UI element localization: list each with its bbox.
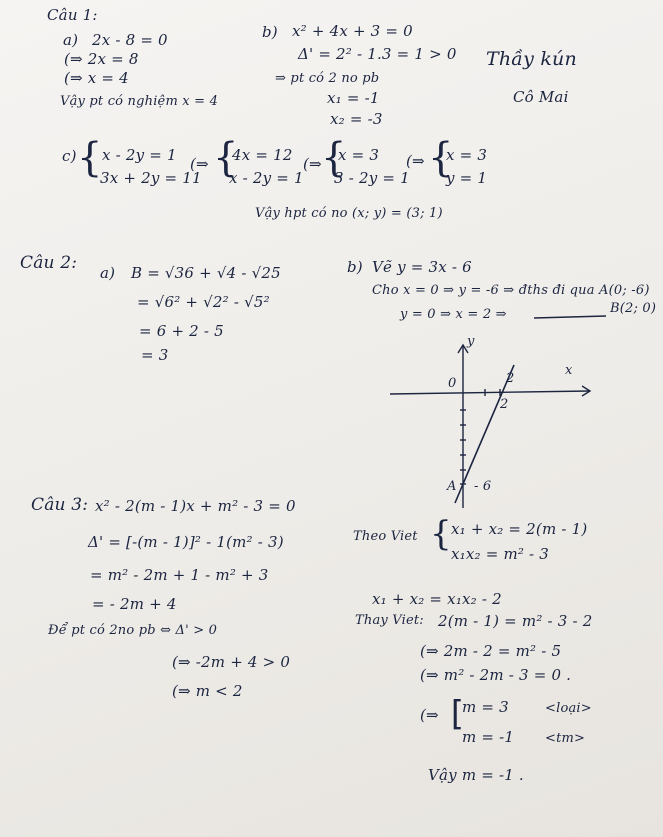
q2b-label: b) (347, 258, 363, 276)
q1b-line-3: ⇒ pt có 2 no pb (275, 71, 380, 86)
q3-root-accepted-note: <tm> (545, 731, 586, 746)
leader-line (534, 316, 606, 318)
q1a-line-3: (⇒ x = 4 (64, 69, 129, 87)
q1c-conclusion: Vậy hpt có no (x; y) = (3; 1) (255, 206, 443, 221)
q1c-system-2-top: 4x = 12 (232, 146, 293, 164)
q3-substitute-label: Thay Viet: (355, 613, 424, 628)
graph-point-a: A (447, 479, 457, 494)
q3-root-accepted: m = -1 (462, 728, 515, 746)
q2b-line-2: Cho x = 0 ⇒ y = -6 ⇒ đths đi qua A(0; -6) (372, 283, 650, 298)
q1b-root-1: x₁ = -1 (327, 89, 380, 107)
q3-final-answer: Vậy m = -1 . (428, 766, 524, 784)
q2a-line-2: = √6² + √2² - √5² (137, 293, 270, 311)
q1c-system-1-bottom: 3x + 2y = 11 (100, 169, 202, 187)
q3-heading: Câu 3: (31, 495, 89, 515)
q1c-system-4-top: x = 3 (446, 146, 488, 164)
q3-vieta-product: x₁x₂ = m² - 3 (451, 545, 550, 563)
graph-x-tick-label: 2 (506, 371, 515, 386)
graph-origin-label: 0 (448, 376, 457, 391)
q2-heading: Câu 2: (20, 253, 78, 273)
q2a-line-1: B = √36 + √4 - √25 (131, 264, 281, 282)
q1c-label: c) (62, 147, 77, 165)
q1a-conclusion: Vậy pt có nghiệm x = 4 (60, 94, 219, 109)
q1c-system-2-bottom: x - 2y = 1 (229, 169, 304, 187)
q3-step-2: (⇒ m² - 2m - 3 = 0 . (420, 666, 572, 684)
q3-condition: x₁ + x₂ = x₁x₂ - 2 (372, 590, 502, 608)
q3-line-2: Δ' = [-(m - 1)]² - 1(m² - 3) (88, 533, 284, 551)
q1b-line-2: Δ' = 2² - 1.3 = 1 > 0 (298, 45, 457, 63)
q3-line-6: (⇒ -2m + 4 > 0 (172, 653, 291, 671)
q1a-label: a) (63, 31, 79, 49)
q2a-line-3: = 6 + 2 - 5 (139, 322, 224, 340)
q2a-label: a) (100, 264, 116, 282)
q1-heading: Câu 1: (47, 6, 98, 24)
brace-icon: { (428, 135, 454, 181)
signature-line-2: Cô Mai (513, 88, 569, 106)
q2b-line-3: y = 0 ⇒ x = 2 ⇒ (400, 307, 507, 322)
q3-root-rejected-note: <loại> (545, 701, 592, 716)
graph-a-value: - 6 (474, 479, 492, 494)
q1c-system-3-bottom: 3 - 2y = 1 (334, 169, 410, 187)
q2b-point-b: B(2; 0) (610, 301, 657, 316)
x-axis (390, 391, 590, 394)
brace-icon: { (213, 135, 239, 181)
q1c-arrow-1: (⇒ (190, 155, 209, 173)
q2b-line-1: Vẽ y = 3x - 6 (372, 258, 472, 276)
q1b-root-2: x₂ = -3 (330, 110, 383, 128)
graph-x-label: x (565, 363, 573, 378)
q3-line-1: x² - 2(m - 1)x + m² - 3 = 0 (95, 497, 296, 515)
graph-x-tick-label-2: 2 (500, 397, 509, 412)
q2a-line-4: = 3 (141, 346, 169, 364)
q1b-line-1: x² + 4x + 3 = 0 (292, 22, 413, 40)
q3-vieta-sum: x₁ + x₂ = 2(m - 1) (451, 520, 588, 538)
q3-step-1: (⇒ 2m - 2 = m² - 5 (420, 642, 562, 660)
q1b-label: b) (262, 23, 278, 41)
q1c-arrow-3: (⇒ (406, 152, 425, 170)
graph-y-label: y (467, 334, 475, 349)
brace-icon: { (77, 135, 103, 181)
q1c-system-1-top: x - 2y = 1 (102, 146, 177, 164)
brace-icon: { (430, 514, 452, 554)
q3-line-5: Để pt có 2no pb ⇔ Δ' > 0 (48, 623, 218, 638)
q1a-line-1: 2x - 8 = 0 (92, 31, 168, 49)
q3-root-rejected: m = 3 (462, 698, 509, 716)
q1c-arrow-2: (⇒ (303, 155, 322, 173)
q3-line-7: (⇒ m < 2 (172, 682, 243, 700)
q1c-system-4-bottom: y = 1 (446, 169, 488, 187)
q1c-system-3-top: x = 3 (338, 146, 380, 164)
q3-vieta-intro: Theo Viet (353, 529, 418, 544)
q3-line-4: = - 2m + 4 (92, 595, 177, 613)
q3-line-3: = m² - 2m + 1 - m² + 3 (90, 566, 269, 584)
brace-icon: { (321, 135, 347, 181)
q3-step-3-arrow: (⇒ (420, 706, 439, 724)
q3-substitute-line: 2(m - 1) = m² - 3 - 2 (438, 612, 593, 630)
q1a-line-2: (⇒ 2x = 8 (64, 50, 139, 68)
signature-line-1: Thầy kún (486, 48, 577, 70)
bracket-icon: [ (446, 694, 467, 734)
